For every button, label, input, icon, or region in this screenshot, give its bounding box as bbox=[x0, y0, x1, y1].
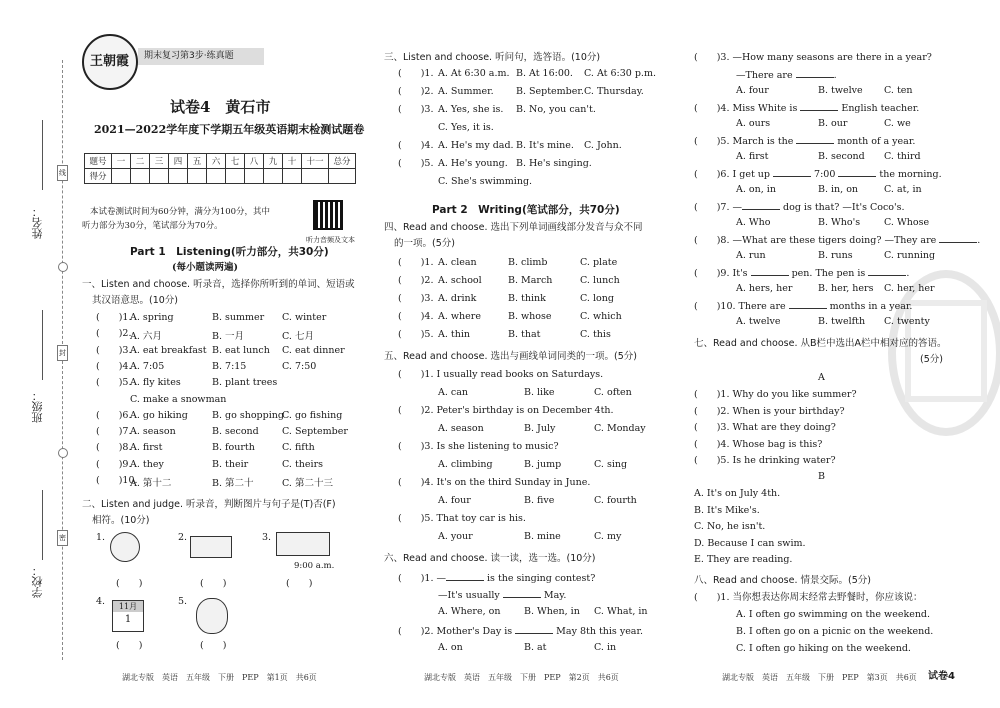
paper-tag: 试卷4 bbox=[928, 671, 955, 682]
option-c[interactable]: C. my bbox=[594, 531, 622, 542]
question[interactable]: ( )1. Why do you like summer? bbox=[694, 389, 857, 400]
option-a[interactable]: A. go hiking bbox=[130, 409, 188, 421]
q-text: . bbox=[906, 268, 910, 279]
option-a[interactable]: A. spring bbox=[130, 312, 174, 323]
section-3-title: 三、Listen and choose. 听问句，选答语。(10分) bbox=[384, 52, 601, 63]
answer-paren[interactable]: ( ) bbox=[200, 640, 227, 651]
section-4-title-cont: 的一项。(5分) bbox=[394, 238, 455, 249]
section-5-title: 五、Read and choose. 选出与画线单词同类的一项。(5分) bbox=[384, 351, 637, 362]
option-b[interactable]: B. that bbox=[508, 329, 541, 340]
column-b-label: B bbox=[818, 471, 825, 482]
answer-blank[interactable] bbox=[742, 200, 780, 210]
option-c[interactable]: C. eat dinner bbox=[282, 344, 345, 356]
option-b[interactable]: B. five bbox=[524, 495, 555, 506]
option-c[interactable]: C. in bbox=[594, 642, 617, 653]
option-b[interactable]: B. twelve bbox=[818, 85, 863, 96]
score-cell: 五 bbox=[188, 154, 207, 169]
score-cell: 三 bbox=[150, 154, 169, 169]
option-a[interactable]: A. He's my dad. bbox=[438, 140, 514, 151]
question-number[interactable]: ( )2. bbox=[96, 328, 132, 340]
score-cell: 九 bbox=[264, 154, 283, 169]
question-number[interactable]: ( )3. bbox=[398, 104, 434, 115]
score-cell: 总分 bbox=[329, 154, 356, 169]
question-number[interactable]: ( )1. bbox=[398, 68, 434, 79]
option-b[interactable]: B. like bbox=[524, 387, 555, 398]
option-c[interactable]: C. theirs bbox=[282, 458, 323, 470]
option-b[interactable]: B. summer bbox=[212, 312, 265, 323]
option-c[interactable]: C. her, her bbox=[884, 283, 935, 294]
option-a[interactable]: A. drink bbox=[438, 293, 477, 304]
question-number[interactable]: ( )7. bbox=[96, 426, 132, 438]
option-c[interactable]: C. go fishing bbox=[282, 409, 343, 421]
option-b[interactable]: B. 一月 bbox=[212, 331, 245, 343]
question bbox=[694, 167, 942, 181]
seal-mark-secret: 密 bbox=[57, 530, 68, 546]
question-number[interactable]: ( )6. bbox=[96, 409, 132, 421]
answer-paren[interactable]: ( ) bbox=[286, 578, 313, 589]
option-a[interactable]: A. can bbox=[438, 387, 469, 398]
answer-blank[interactable] bbox=[789, 299, 827, 309]
answer-choice[interactable]: A. It's on July 4th. bbox=[694, 488, 781, 499]
question-number[interactable]: ( )3. bbox=[398, 293, 434, 304]
answer-blank[interactable] bbox=[838, 167, 876, 177]
option-c[interactable]: C. September bbox=[282, 426, 348, 438]
q-text: —There are bbox=[736, 70, 796, 81]
option-a[interactable]: C. She's swimming. bbox=[438, 176, 533, 187]
seal-mark-seal: 封 bbox=[57, 345, 68, 361]
question[interactable]: ( )5. Is he drinking water? bbox=[694, 455, 836, 466]
option-b[interactable]: B. our bbox=[818, 118, 848, 129]
question-number[interactable]: ( )4. bbox=[96, 360, 132, 372]
q-text: English teacher. bbox=[838, 103, 920, 114]
q-text: the morning. bbox=[876, 169, 942, 180]
question bbox=[398, 624, 643, 638]
score-cell: 八 bbox=[245, 154, 264, 169]
picture-3-icon bbox=[276, 532, 330, 556]
answer-blank[interactable] bbox=[751, 266, 789, 276]
section-1-title-cont: 其汉语意思。(10分) bbox=[92, 295, 179, 306]
option-a[interactable]: A. eat breakfast bbox=[130, 344, 207, 356]
option-a[interactable]: A. where bbox=[438, 311, 481, 322]
question-number[interactable]: ( )9. bbox=[96, 458, 132, 470]
option-a[interactable]: A. twelve bbox=[736, 316, 781, 327]
question[interactable]: ( )4. Whose bag is this? bbox=[694, 438, 823, 450]
option-b[interactable]: B. September. bbox=[516, 86, 584, 97]
option-b[interactable]: B. Who's bbox=[818, 217, 861, 228]
option-a[interactable]: A. season bbox=[438, 423, 484, 434]
option-a[interactable]: A. thin bbox=[438, 329, 470, 340]
option-a[interactable]: A. Who bbox=[736, 217, 771, 228]
section-2-title: 二、Listen and judge. 听录音，判断图片与句子是(T)否(F) bbox=[82, 499, 336, 510]
calendar-icon bbox=[112, 600, 144, 632]
qr-caption: 听力音频及文本 bbox=[306, 236, 355, 244]
part2-title: Part 2 Writing(笔试部分，共70分) bbox=[432, 204, 620, 216]
option-b[interactable]: B. mine bbox=[524, 531, 561, 542]
option-a[interactable]: A. they bbox=[130, 458, 164, 470]
answer-choice[interactable]: E. They are reading. bbox=[694, 554, 793, 565]
option-a[interactable]: C. make a snowman bbox=[130, 393, 227, 405]
option-b[interactable]: B. go shopping bbox=[212, 409, 284, 421]
section-7-title: 七、Read and choose. 从B栏中选出A栏中相对应的答语。 bbox=[694, 338, 947, 349]
pic-label-1: 1. bbox=[96, 532, 106, 543]
q-text: May. bbox=[540, 590, 567, 601]
question-number[interactable]: ( )5. bbox=[96, 377, 132, 389]
brand-text: 王朝霞 bbox=[90, 54, 130, 69]
answer-blank[interactable] bbox=[868, 266, 906, 276]
option-b[interactable]: B. think bbox=[508, 293, 546, 304]
answer-paren[interactable]: ( ) bbox=[200, 578, 227, 589]
q-text: pen. The pen is bbox=[788, 268, 869, 279]
question-number[interactable]: ( )1. bbox=[96, 312, 132, 323]
seal-hole bbox=[58, 448, 68, 458]
option-b[interactable]: B. It's mine. bbox=[516, 140, 574, 151]
school-label: 学校： bbox=[31, 565, 44, 598]
score-cell: 得分 bbox=[85, 169, 112, 184]
question: ( )4. It's on the third Sunday in June. bbox=[398, 477, 591, 488]
option-a[interactable]: A. Summer. bbox=[438, 86, 494, 97]
q-text: ( )8. —What are these tigers doing? —They are bbox=[694, 235, 940, 246]
name-label: 姓名： bbox=[31, 206, 44, 239]
option-b[interactable]: B. at bbox=[524, 642, 547, 653]
answer-blank[interactable] bbox=[800, 101, 838, 111]
question bbox=[694, 233, 980, 247]
option-b[interactable]: B. whose bbox=[508, 311, 552, 322]
option-b[interactable]: B. 第二十 bbox=[212, 478, 254, 489]
option-c[interactable]: C. Monday bbox=[594, 423, 646, 434]
option-c[interactable]: C. this bbox=[580, 329, 611, 340]
question[interactable]: ( )3. What are they doing? bbox=[694, 422, 836, 433]
option-b[interactable]: B. second bbox=[818, 151, 865, 162]
option-b[interactable]: B. climb bbox=[508, 257, 548, 268]
option-c[interactable]: C. What, in bbox=[594, 606, 648, 617]
option-c[interactable]: C. Whose bbox=[884, 217, 930, 228]
option-a[interactable]: A. on, in bbox=[736, 184, 776, 195]
answer-blank[interactable] bbox=[503, 588, 541, 598]
option-a[interactable]: A. climbing bbox=[438, 459, 493, 470]
q-text: ( )3. —How many seasons are there in a year? bbox=[694, 52, 932, 63]
page-2-footer: 湖北专版 英语 五年级 下册 PEP 第2页 共6页 bbox=[424, 673, 619, 682]
section-1-title: 一、Listen and choose. 听录音，选择你所听到的单词、短语或 bbox=[82, 279, 355, 290]
question-number[interactable]: ( )10. bbox=[96, 475, 138, 486]
option-c[interactable]: C. fourth bbox=[594, 495, 637, 506]
answer-paren[interactable]: ( ) bbox=[116, 578, 143, 589]
option-a[interactable]: A. At 6:30 a.m. bbox=[438, 68, 510, 79]
q-text: . bbox=[833, 70, 837, 81]
option-b[interactable]: B. runs bbox=[818, 250, 853, 261]
option-b[interactable]: B. When, in bbox=[524, 606, 580, 617]
page-1-body bbox=[82, 0, 355, 708]
question-number[interactable]: ( )5. bbox=[398, 329, 434, 340]
q-text: ( )9. It's bbox=[694, 268, 751, 279]
question-number[interactable]: ( )1. bbox=[398, 257, 434, 268]
option-a[interactable]: A. four bbox=[736, 85, 769, 96]
question bbox=[694, 200, 905, 214]
option-c[interactable]: C. third bbox=[884, 151, 921, 162]
question bbox=[694, 52, 932, 64]
option-b[interactable]: B. her, hers bbox=[818, 283, 874, 294]
q-text: 7:00 bbox=[811, 169, 839, 180]
score-cell: 二 bbox=[131, 154, 150, 169]
question-number[interactable]: ( )8. bbox=[96, 442, 132, 454]
question-number[interactable]: ( )4. bbox=[398, 140, 434, 151]
picture-2-icon bbox=[190, 536, 232, 558]
option-b[interactable]: B. No, you can't. bbox=[516, 104, 596, 115]
qr-code-icon[interactable] bbox=[313, 200, 343, 230]
option-a[interactable]: A. He's young. bbox=[438, 158, 508, 169]
q-text: May 8th this year. bbox=[553, 626, 643, 637]
picture-5-icon bbox=[196, 598, 228, 634]
picture-1-icon bbox=[110, 532, 140, 562]
question: ( )1. I usually read books on Saturdays. bbox=[398, 369, 604, 380]
calendar-day: 1 bbox=[124, 614, 132, 625]
q-text: ( )1. — bbox=[398, 573, 446, 584]
section-2-title-cont: 相符。(10分) bbox=[92, 515, 150, 526]
option-c[interactable]: C. running bbox=[884, 250, 936, 261]
question bbox=[398, 571, 595, 585]
section-4-title: 四、Read and choose. 选出下列单词画线部分发音与众不同 bbox=[384, 222, 643, 233]
option-b[interactable]: B. July bbox=[524, 423, 556, 434]
column-a-label: A bbox=[818, 372, 825, 383]
score-cell: 十一 bbox=[302, 154, 329, 169]
score-cell: 十 bbox=[283, 154, 302, 169]
answer-choice[interactable]: D. Because I can swim. bbox=[694, 537, 806, 549]
option-a[interactable]: A. clean bbox=[438, 257, 477, 268]
q-text: ( )4. Miss White is bbox=[694, 103, 801, 114]
step-banner: 期末复习第3步·练真题 bbox=[138, 48, 264, 65]
seal-mark-line: 线 bbox=[57, 165, 68, 181]
pic-label-4: 4. bbox=[96, 596, 106, 607]
option-c[interactable]: C. 七月 bbox=[282, 331, 314, 343]
option-c[interactable]: C. at, in bbox=[884, 184, 922, 195]
option-a[interactable]: A. first bbox=[130, 442, 163, 454]
q-text: ( )10. There are bbox=[694, 301, 789, 312]
option-b[interactable]: B. twelfth bbox=[818, 316, 866, 327]
picture-3-time: 9:00 a.m. bbox=[294, 561, 335, 571]
class-label: 班级： bbox=[31, 390, 44, 423]
q-text: ( )5. March is the bbox=[694, 136, 797, 147]
answer-blank[interactable] bbox=[796, 68, 834, 78]
option-a[interactable]: A. 第十二 bbox=[130, 478, 172, 489]
intro-line: 听力部分为30分，笔试部分为70分。 bbox=[82, 221, 223, 231]
score-cell: 四 bbox=[169, 154, 188, 169]
option-c[interactable]: C. John. bbox=[584, 140, 622, 151]
question: ( )2. Peter's birthday is on December 4th. bbox=[398, 405, 614, 416]
q-text: is the singing contest? bbox=[484, 573, 596, 584]
option-c[interactable]: C. we bbox=[884, 118, 911, 129]
page-3-footer: 湖北专版 英语 五年级 下册 PEP 第3页 共6页 bbox=[722, 673, 917, 682]
section-7-points: (5分) bbox=[920, 354, 943, 365]
question: ( )1. 当你想表达你周末经常去野餐时，你应该说： bbox=[694, 592, 923, 603]
option-a[interactable]: A. hers, her bbox=[736, 283, 793, 294]
name-line[interactable] bbox=[42, 120, 43, 190]
pic-label-5: 5. bbox=[178, 596, 188, 607]
q-text: . bbox=[977, 235, 981, 246]
option-c[interactable]: C. lunch bbox=[580, 275, 620, 286]
paper-title: 试卷4 黄石市 bbox=[170, 98, 271, 116]
option-b[interactable]: B. eat lunch bbox=[212, 344, 270, 356]
part1-note: (每小题读两遍) bbox=[172, 262, 238, 273]
option-a[interactable]: A. four bbox=[438, 495, 471, 506]
option-a[interactable]: A. run bbox=[736, 250, 766, 261]
option-c[interactable]: C. twenty bbox=[884, 316, 930, 327]
option-c[interactable]: C. fifth bbox=[282, 442, 315, 454]
page-1-footer: 湖北专版 英语 五年级 下册 PEP 第1页 共6页 bbox=[122, 673, 317, 682]
question bbox=[694, 134, 915, 148]
pic-label-2: 2. bbox=[178, 532, 188, 543]
option-c[interactable]: C. long bbox=[580, 293, 614, 304]
option-a[interactable]: A. on bbox=[438, 642, 463, 653]
option-b[interactable]: B. March bbox=[508, 275, 553, 286]
q-text: —It's usually bbox=[438, 590, 503, 601]
option-c[interactable]: C. which bbox=[580, 311, 622, 322]
option-b[interactable]: B. 7:15 bbox=[212, 360, 247, 372]
q-text: dog is that? —It's Coco's. bbox=[780, 202, 905, 213]
question-number[interactable]: ( )4. bbox=[398, 311, 434, 322]
answer-blank[interactable] bbox=[446, 571, 484, 581]
option-b[interactable]: B. He's singing. bbox=[516, 158, 592, 169]
score-cell: 六 bbox=[207, 154, 226, 169]
question: ( )5. That toy car is his. bbox=[398, 513, 526, 524]
part1-title: Part 1 Listening(听力部分，共30分) bbox=[130, 246, 329, 258]
question bbox=[694, 101, 919, 115]
q-text: month of a year. bbox=[834, 136, 916, 147]
section-8-title: 八、Read and choose. 情景交际。(5分) bbox=[694, 575, 871, 586]
question-number[interactable]: ( )2. bbox=[398, 275, 434, 286]
option-c[interactable]: C. 第二十三 bbox=[282, 478, 333, 489]
question bbox=[694, 266, 909, 280]
option-c[interactable]: C. plate bbox=[580, 257, 618, 268]
answer-choice[interactable]: B. It's Mike's. bbox=[694, 504, 760, 516]
option-a[interactable]: A. your bbox=[438, 531, 473, 542]
option-a[interactable]: A. 六月 bbox=[130, 331, 162, 343]
option-b[interactable]: B. I often go on a picnic on the weekend. bbox=[736, 626, 934, 637]
score-cell: 题号 bbox=[85, 154, 112, 169]
answer-blank[interactable] bbox=[796, 134, 834, 144]
q-text: ( )6. I get up bbox=[694, 169, 774, 180]
option-b[interactable]: B. their bbox=[212, 458, 249, 470]
answer-blank[interactable] bbox=[515, 624, 553, 634]
score-cell: 七 bbox=[226, 154, 245, 169]
option-b[interactable]: B. jump bbox=[524, 459, 562, 470]
option-c[interactable]: C. often bbox=[594, 387, 632, 398]
option-b[interactable]: B. second bbox=[212, 426, 259, 438]
q-text: ( )2. Mother's Day is bbox=[398, 626, 516, 637]
option-c[interactable]: C. 7:50 bbox=[282, 360, 317, 372]
calendar-month: 11月 bbox=[113, 601, 143, 612]
option-a[interactable]: A. Yes, she is. bbox=[438, 104, 504, 115]
option-b[interactable]: B. At 16:00. bbox=[516, 68, 573, 79]
option-c[interactable]: C. ten bbox=[884, 85, 913, 96]
option-a[interactable]: A. season bbox=[130, 426, 176, 438]
option-c[interactable]: C. Thursday. bbox=[584, 86, 644, 97]
question-number[interactable]: ( )3. bbox=[96, 344, 132, 356]
paper-subtitle: 2021—2022学年度下学期五年级英语期末检测试题卷 bbox=[94, 123, 365, 136]
page-3 bbox=[694, 0, 994, 708]
question-number[interactable]: ( )5. bbox=[398, 158, 434, 169]
page-2 bbox=[384, 0, 674, 708]
answer-blank[interactable] bbox=[773, 167, 811, 177]
option-c[interactable]: C. I often go hiking on the weekend. bbox=[736, 643, 911, 654]
binding-margin bbox=[0, 0, 80, 708]
class-line[interactable] bbox=[42, 310, 43, 380]
score-cell: 一 bbox=[112, 154, 131, 169]
answer-paren[interactable]: ( ) bbox=[116, 640, 143, 651]
option-a[interactable]: A. 7:05 bbox=[130, 360, 165, 372]
option-a[interactable]: A. I often go swimming on the weekend. bbox=[736, 609, 931, 620]
option-a[interactable]: A. Where, on bbox=[438, 606, 501, 617]
question-number[interactable]: ( )2. bbox=[398, 86, 434, 97]
school-line[interactable] bbox=[42, 490, 43, 560]
question bbox=[694, 299, 912, 313]
answer-choice[interactable]: C. No, he isn't. bbox=[694, 521, 766, 532]
option-a[interactable]: A. fly kites bbox=[130, 377, 181, 389]
q-text: ( )7. — bbox=[694, 202, 742, 213]
pic-label-3: 3. bbox=[262, 532, 272, 543]
question[interactable]: ( )2. When is your birthday? bbox=[694, 405, 845, 417]
question bbox=[438, 588, 566, 602]
option-b[interactable]: B. in, on bbox=[818, 184, 859, 195]
question: ( )3. Is she listening to music? bbox=[398, 441, 559, 452]
option-a[interactable]: C. Yes, it is. bbox=[438, 122, 494, 133]
q-text: months in a year. bbox=[826, 301, 913, 312]
option-b[interactable]: B. fourth bbox=[212, 442, 255, 454]
seal-hole bbox=[58, 262, 68, 272]
answer-blank[interactable] bbox=[939, 233, 977, 243]
option-a[interactable]: A. ours bbox=[736, 118, 771, 129]
option-a[interactable]: A. first bbox=[736, 151, 769, 162]
option-a[interactable]: A. school bbox=[438, 275, 482, 286]
option-c[interactable]: C. sing bbox=[594, 459, 628, 470]
option-c[interactable]: C. At 6:30 p.m. bbox=[584, 68, 656, 79]
intro-line: 本试卷测试时间为60分钟，满分为100分，其中 bbox=[90, 207, 271, 217]
section-6-title: 六、Read and choose. 读一读，选一选。(10分) bbox=[384, 553, 596, 564]
question bbox=[736, 68, 837, 82]
option-b[interactable]: B. plant trees bbox=[212, 377, 278, 389]
option-c[interactable]: C. winter bbox=[282, 312, 327, 323]
